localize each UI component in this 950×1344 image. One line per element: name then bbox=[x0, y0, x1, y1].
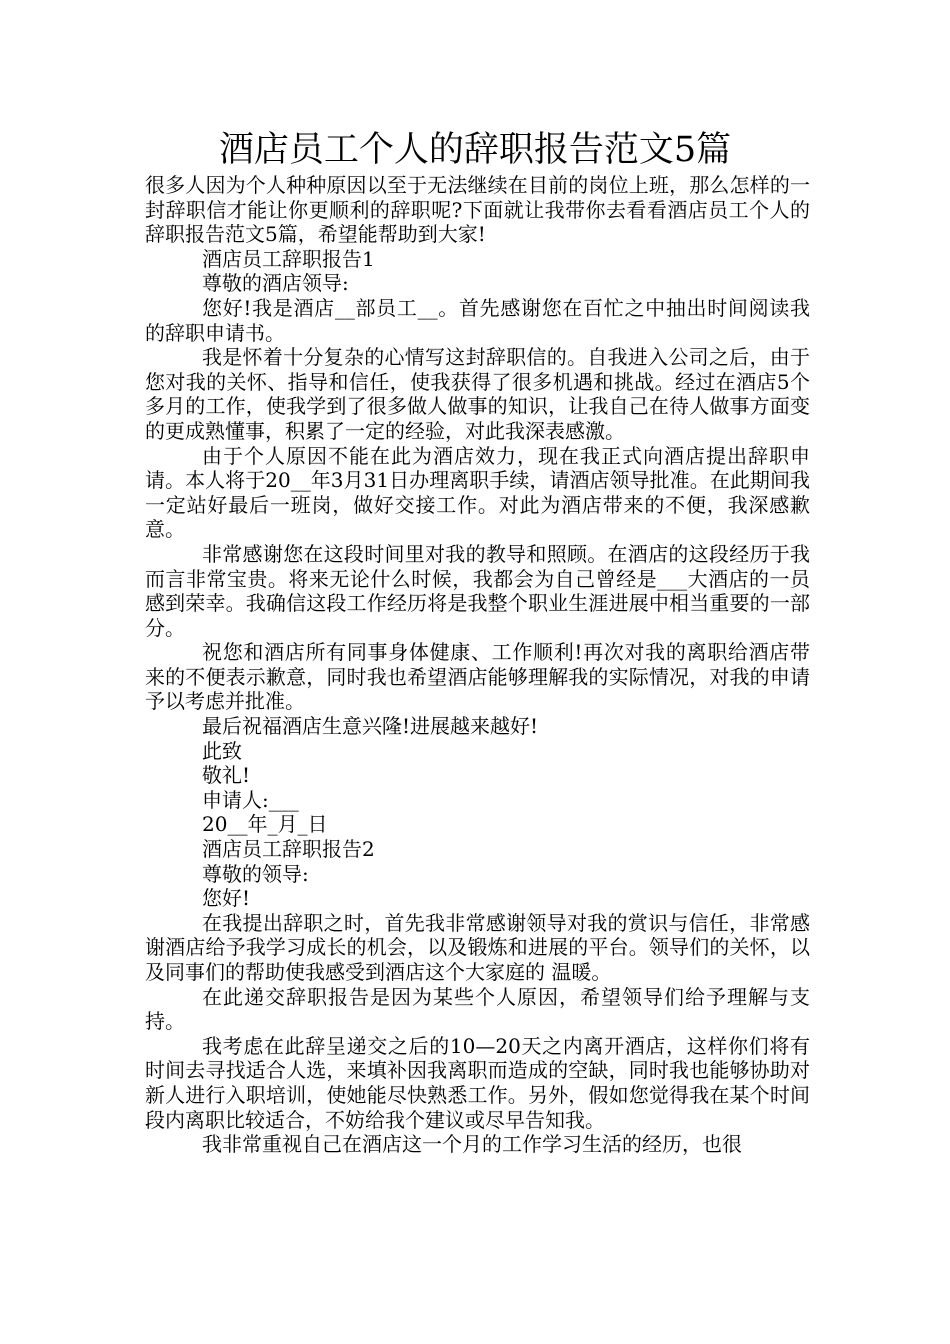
paragraph: 很多人因为个人种种原因以至于无法继续在目前的岗位上班，那么怎样的一封辞职信才能让你更顺利的辞职呢?下面就让我带你去看看酒店员工个人的辞职报告范文5篇，希望能帮助到大家! bbox=[145, 173, 810, 247]
paragraph: 我是怀着十分复杂的心情写这封辞职信的。自我进入公司之后，由于您对我的关怀、指导和信任，使我获得了很多机遇和挑战。经过在酒店5个多月的工作，使我学到了很多做人做事的知识，让我自己在待人做事方面变的更成熟懂事，积累了一定的经验，对此我深表感激。 bbox=[145, 345, 810, 443]
paragraph: 此致 bbox=[202, 738, 242, 763]
paragraph: 酒店员工辞职报告1 bbox=[202, 246, 375, 271]
document-title: 酒店员工个人的辞职报告范文5篇 bbox=[218, 130, 732, 170]
paragraph: 20__年_月_日 bbox=[202, 812, 328, 837]
paragraph: 酒店员工辞职报告2 bbox=[202, 837, 375, 862]
document-body bbox=[145, 173, 810, 1157]
paragraph: 申请人:___ bbox=[202, 787, 299, 812]
paragraph: 尊敬的酒店领导: bbox=[202, 271, 349, 296]
paragraph: 您好!我是酒店__部员工__。首先感谢您在百忙之中抽出时间阅读我的辞职申请书。 bbox=[145, 295, 810, 345]
paragraph: 您好! bbox=[202, 886, 251, 911]
paragraph: 尊敬的领导: bbox=[202, 861, 309, 886]
paragraph: 非常感谢您在这段时间里对我的教导和照顾。在酒店的这段经历于我而言非常宝贵。将来无论什么时候，我都会为自己曾经是___大酒店的一员感到荣幸。我确信这段工作经历将是我整个职业生涯进展中相当重要的一部分。 bbox=[145, 541, 810, 640]
paragraph: 在此递交辞职报告是因为某些个人原因，希望领导们给予理解与支持。 bbox=[145, 984, 810, 1034]
paragraph: 敬礼! bbox=[202, 763, 251, 788]
paragraph: 我考虑在此辞呈递交之后的10—20天之内离开酒店，这样你们将有时间去寻找适合人选，来填补因我离职而造成的空缺，同时我也能够协助对新人进行入职培训，使她能尽快熟悉工作。另外，假如您觉得我在某个时间段内离职比较适合，不妨给我个建议或尽早告知我。 bbox=[145, 1033, 810, 1132]
paragraph: 祝您和酒店所有同事身体健康、工作顺利!再次对我的离职给酒店带来的不便表示歉意，同时我也希望酒店能够理解我的实际情况，对我的申请予以考虑并批准。 bbox=[145, 640, 810, 714]
paragraph: 在我提出辞职之时，首先我非常感谢领导对我的赏识与信任，非常感谢酒店给予我学习成长的机会，以及锻炼和进展的平台。领导们的关怀，以及同事们的帮助使我感受到酒店这个大家庭的 温暖。 bbox=[145, 910, 810, 984]
paragraph: 由于个人原因不能在此为酒店效力，现在我正式向酒店提出辞职申请。本人将于20__年3月31日办理离职手续，请酒店领导批准。在此期间我一定站好最后一班岗，做好交接工作。对此为酒店带来的不便，我深感歉意。 bbox=[145, 443, 810, 542]
paragraph: 最后祝福酒店生意兴隆!进展越来越好! bbox=[202, 714, 539, 739]
paragraph: 我非常重视自己在酒店这一个月的工作学习生活的经历，也很 bbox=[202, 1132, 742, 1157]
